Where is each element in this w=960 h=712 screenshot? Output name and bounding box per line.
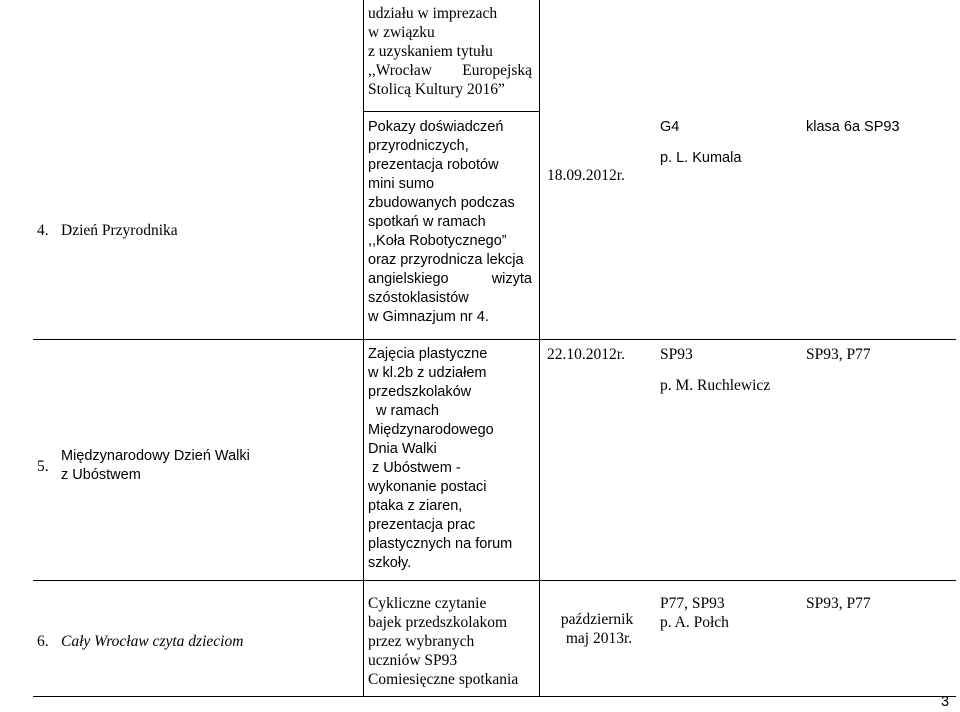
desc-line: uczniów SP93 [368,652,458,669]
desc-line: angielskiego wizyta [368,271,532,287]
desc-line: Pokazy doświadczeń [368,119,504,135]
row-5-number: 5. [37,458,49,475]
page-number: 3 [941,694,950,710]
desc-line: szóstoklasistów [368,290,469,306]
desc-line: oraz przyrodnicza lekcja [368,252,524,268]
desc-line: z Ubóstwem - [368,460,461,476]
desc-line: w kl.2b z udziałem [368,365,487,381]
desc-line: ,,Wrocław Europejską [368,62,532,79]
desc-line: ptaka z ziaren, [368,498,463,514]
table-border [33,580,956,581]
desc-line: zbudowanych podczas [368,195,515,211]
place-line: p. M. Ruchlewicz [660,377,771,394]
desc-line: prezentacja robotów [368,157,499,173]
row-4-number: 4. [37,222,49,239]
row-5-event [61,447,250,485]
date-line: 18.09.2012r. [547,167,625,184]
desc-line: w związku [368,24,435,41]
row-4-event [61,221,178,240]
row-6-description [368,594,532,689]
desc-line: Międzynarodowego [368,422,494,438]
row-4-place [660,118,741,168]
desc-line: Comiesięczne spotkania [368,671,519,688]
table-border [363,0,364,697]
desc-line: przyrodniczych, [368,138,469,154]
row-4-date [547,166,625,185]
date-line: 22.10.2012r. [547,346,625,363]
table-border [33,339,956,340]
row-5-participants: SP93, P77 [806,346,871,363]
row-5-place [660,345,770,395]
row-5-date [547,345,625,364]
desc-line: udziału w imprezach [368,5,498,22]
date-line: maj 2013r. [565,630,633,647]
place-line: P77, SP93 [660,595,725,612]
table-border [363,111,540,112]
row-4-description [368,118,532,327]
desc-line: ,,Koła Robotycznego” [368,233,507,249]
row-6-event [61,632,243,651]
desc-line: plastycznych na forum [368,536,513,552]
event-line: Cały Wrocław czyta dzieciom [61,633,244,650]
desc-line: Cykliczne czytanie [368,595,487,612]
desc-line: bajek przedszkolakom [368,614,508,631]
desc-line: spotkań w ramach [368,214,486,230]
desc-line: Dnia Walki [368,441,437,457]
row-6-participants: SP93, P77 [806,595,871,612]
table-border [33,696,956,697]
desc-line: wykonanie postaci [368,479,487,495]
event-line: z Ubóstwem [61,467,141,483]
place-line: SP93 [660,346,693,363]
desc-line: z uzyskaniem tytułu [368,43,493,60]
desc-line: Zajęcia plastyczne [368,346,488,362]
date-line: październik [560,611,638,628]
row-0-description [368,4,532,99]
place-line: G4 [660,119,680,135]
desc-line: w ramach [368,403,439,419]
desc-line: szkoły. [368,555,412,571]
table-border [539,0,540,697]
place-line: p. A. Połch [660,614,729,631]
row-6-date [547,610,651,648]
event-line: Międzynarodowy Dzień Walki [61,448,250,464]
desc-line: przez wybranych [368,633,475,650]
row-4-participants: klasa 6a SP93 [806,119,900,135]
desc-line: prezentacja prac [368,517,476,533]
event-line: Dzień Przyrodnika [61,222,178,239]
place-line: p. L. Kumala [660,150,742,166]
desc-line: przedszkolaków [368,384,472,400]
desc-line: Stolicą Kultury 2016” [368,81,505,98]
row-6-place [660,594,729,632]
desc-line: w Gimnazjum nr 4. [368,309,489,325]
row-5-description [368,345,532,573]
row-6-number: 6. [37,633,49,650]
desc-line: mini sumo [368,176,435,192]
